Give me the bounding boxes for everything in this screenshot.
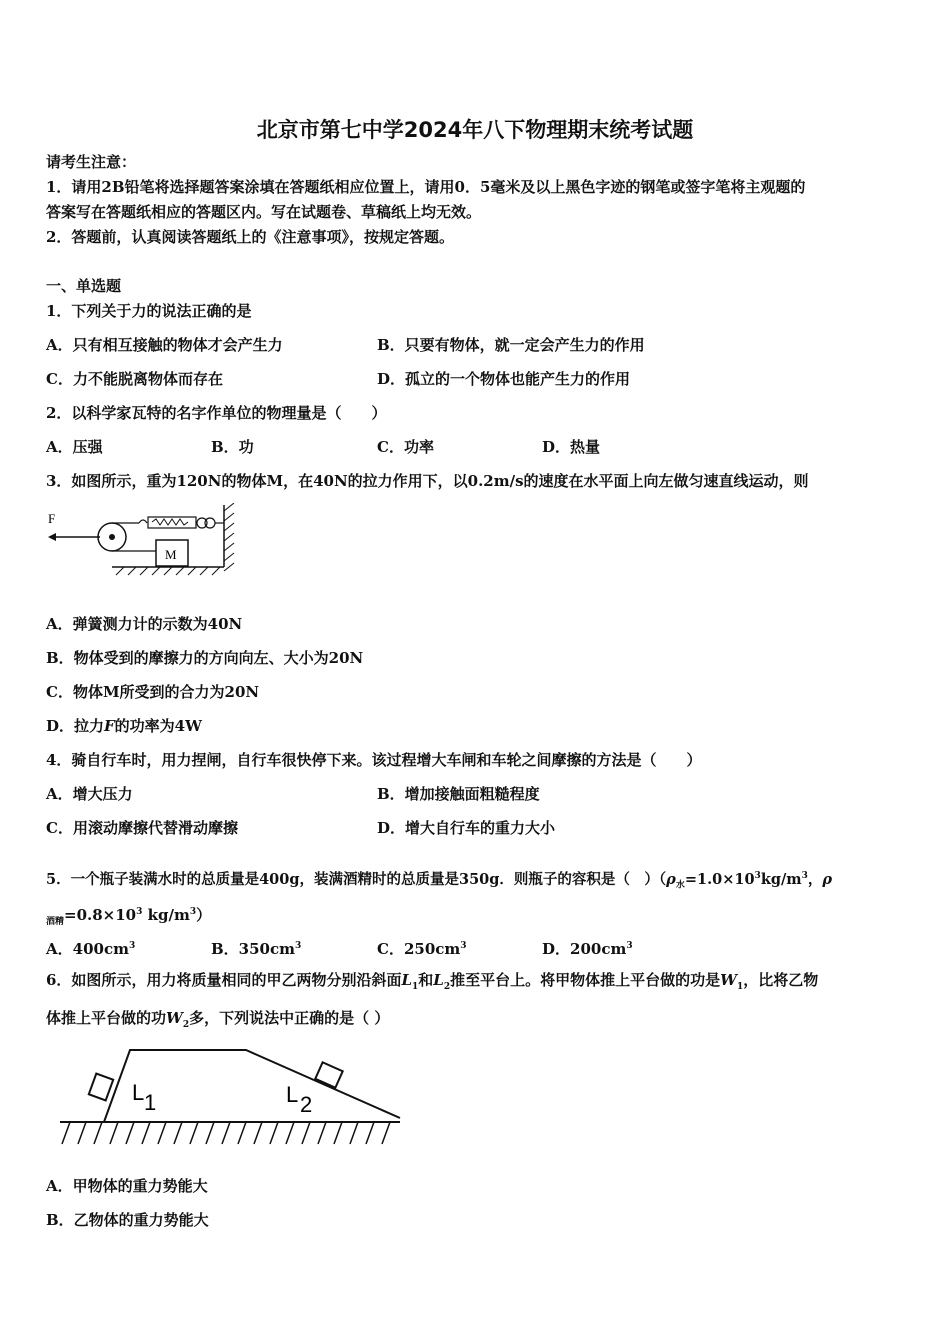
- q6-stem-b2: 多，下列说法中正确的是（ ）: [189, 1009, 390, 1027]
- q6-l2-sub: 2: [443, 982, 451, 992]
- q2-option-a: A．压强: [46, 438, 103, 456]
- q5-exp-4: 3: [189, 907, 197, 917]
- q6-stem-b1: 体推上平台做的功: [46, 1009, 167, 1027]
- q5-water-unit: kg/m: [760, 870, 802, 888]
- section-heading: 一、单选题: [46, 277, 122, 295]
- q3-pulley-figure: [44, 503, 244, 579]
- q1-option-c: C．力不能脱离物体而存在: [46, 370, 223, 388]
- q3-pulley-axle: [109, 534, 115, 540]
- q4-stem: 4．骑自行车时，用力捏闸，自行车很快停下来。该过程增大车闸和车轮之间摩擦的方法是（ ）: [46, 751, 702, 769]
- q3-stem: 3．如图所示，重为120N的物体M，在40N的拉力作用下，以0.2m/s的速度在水平面上向左做匀速直线运动，则: [46, 472, 809, 490]
- q3-spring: [152, 519, 188, 525]
- q3-hook: [139, 520, 147, 523]
- q5-d-exp: 3: [626, 941, 633, 951]
- q6-block-yi: [315, 1062, 342, 1087]
- q3-option-c: C．物体M所受到的合力为20N: [46, 683, 260, 701]
- q5-option-a: [46, 936, 135, 959]
- q5-rho-2: ρ: [822, 870, 833, 888]
- q5-stem: 5．一个瓶子装满水时的总质量是400g，装满酒精时的总质量是350g．则瓶子的容积是（ ）（: [46, 870, 667, 888]
- q6-fig-l1-letter: L: [132, 1080, 145, 1105]
- q5-water-val: =1.0×10: [684, 870, 755, 888]
- notice-item-1b: 答案写在答题纸相应的答题区内。写在试题卷、草稿纸上均无效。: [46, 203, 482, 221]
- q3-fig-m-label: M: [165, 547, 177, 562]
- q6-w1: W: [720, 971, 737, 989]
- q5-alcohol-val: =0.8×10: [64, 906, 137, 924]
- q5-exp-2: 3: [801, 871, 808, 881]
- q3-arrowhead: [48, 533, 56, 541]
- q2-option-d: D．热量: [542, 438, 601, 456]
- q6-stem-a2: 推至平台上。将甲物体推上平台做的功是: [450, 971, 721, 989]
- q3-option-a: A．弹簧测力计的示数为40N: [46, 615, 243, 633]
- q6-fig-l2-sub: 2: [300, 1092, 313, 1117]
- q3-wall-hatch: [224, 503, 234, 571]
- q6-block-jia: [89, 1074, 113, 1101]
- q3-d-var: F: [104, 717, 115, 735]
- q4-option-a: A．增大压力: [46, 785, 133, 803]
- q6-stem-line2: [46, 1008, 389, 1035]
- q6-l2: L: [433, 971, 444, 989]
- q5-c-exp: 3: [460, 941, 467, 951]
- q3-d-suffix: 的功率为4W: [114, 717, 202, 735]
- q2-option-b: B．功: [211, 438, 254, 456]
- q5-rho-1: ρ: [666, 870, 676, 888]
- q4-option-c: C．用滚动摩擦代替滑动摩擦: [46, 819, 238, 837]
- q6-l1: L: [401, 971, 412, 989]
- q6-and: 和: [418, 971, 434, 989]
- notice-item-2: 2．答题前，认真阅读答题纸上的《注意事项》，按规定答题。: [46, 228, 454, 246]
- q5-option-b: [211, 936, 301, 959]
- q3-option-b: B．物体受到的摩擦力的方向向左、大小为20N: [46, 649, 364, 667]
- q5-a-text: A．400cm: [46, 940, 129, 958]
- notice-heading: 请考生注意：: [46, 153, 137, 171]
- q1-option-a: A．只有相互接触的物体才会产生力: [46, 336, 283, 354]
- q5-a-exp: 3: [128, 941, 136, 951]
- q6-stem-line1: [46, 970, 818, 997]
- q5-stem-line1: [46, 866, 832, 896]
- q6-option-b: B．乙物体的重力势能大: [46, 1211, 209, 1229]
- q3-option-d: [46, 716, 202, 736]
- q1-option-b: B．只要有物体，就一定会产生力的作用: [377, 336, 645, 354]
- q5-option-d: [542, 936, 633, 959]
- q5-c-text: C．250cm: [377, 940, 461, 958]
- q2-option-c: C．功率: [377, 438, 434, 456]
- q5-stem-line2: [46, 902, 211, 932]
- q6-w1-sub: 1: [736, 982, 744, 992]
- q3-ground-hatch: [116, 567, 220, 575]
- q6-w2: W: [166, 1009, 183, 1027]
- q1-option-d: D．孤立的一个物体也能产生力的作用: [377, 370, 631, 388]
- q3-d-prefix: D．拉力: [46, 717, 105, 735]
- q3-fig-f-label: F: [48, 511, 56, 526]
- q4-option-b: B．增加接触面粗糙程度: [377, 785, 540, 803]
- q1-stem: 1．下列关于力的说法正确的是: [46, 302, 252, 320]
- q6-stem-a3: ，比将乙物: [743, 971, 819, 989]
- q5-sub-water: 水: [675, 880, 685, 891]
- q5-sub-alcohol: 酒精: [46, 917, 65, 927]
- q5-alcohol-unit: kg/m: [142, 906, 190, 924]
- q5-option-c: [377, 936, 467, 959]
- q6-w2-sub: 2: [182, 1020, 190, 1030]
- q6-option-a: A．甲物体的重力势能大: [46, 1177, 208, 1195]
- q5-d-text: D．200cm: [542, 940, 627, 958]
- notice-item-1a: 1．请用2B铅笔将选择题答案涂填在答题纸相应位置上，请用0．5毫米及以上黑色字迹的钢笔或签字笔将主观题的: [46, 178, 806, 196]
- q5-exp-1: 3: [754, 871, 761, 881]
- q2-stem: 2．以科学家瓦特的名字作单位的物理量是（ ）: [46, 404, 387, 422]
- q5-exp-3: 3: [136, 907, 143, 917]
- q4-option-d: D．增大自行车的重力大小: [377, 819, 556, 837]
- q6-fig-l1-sub: 1: [144, 1090, 157, 1115]
- q6-ground-hatch: [62, 1122, 390, 1144]
- q6-incline-figure: [56, 1040, 406, 1150]
- q5-close: ）: [196, 906, 212, 924]
- q6-fig-l2-letter: L: [286, 1082, 299, 1107]
- page-title: 北京市第七中学2024年八下物理期末统考试题: [256, 118, 694, 142]
- q6-l1-sub: 1: [412, 982, 419, 992]
- q5-b-text: B．350cm: [211, 940, 295, 958]
- q5-comma: ，: [807, 870, 823, 888]
- q5-b-exp: 3: [295, 941, 302, 951]
- q6-stem-a1: 6．如图所示，用力将质量相同的甲乙两物分别沿斜面: [46, 971, 402, 989]
